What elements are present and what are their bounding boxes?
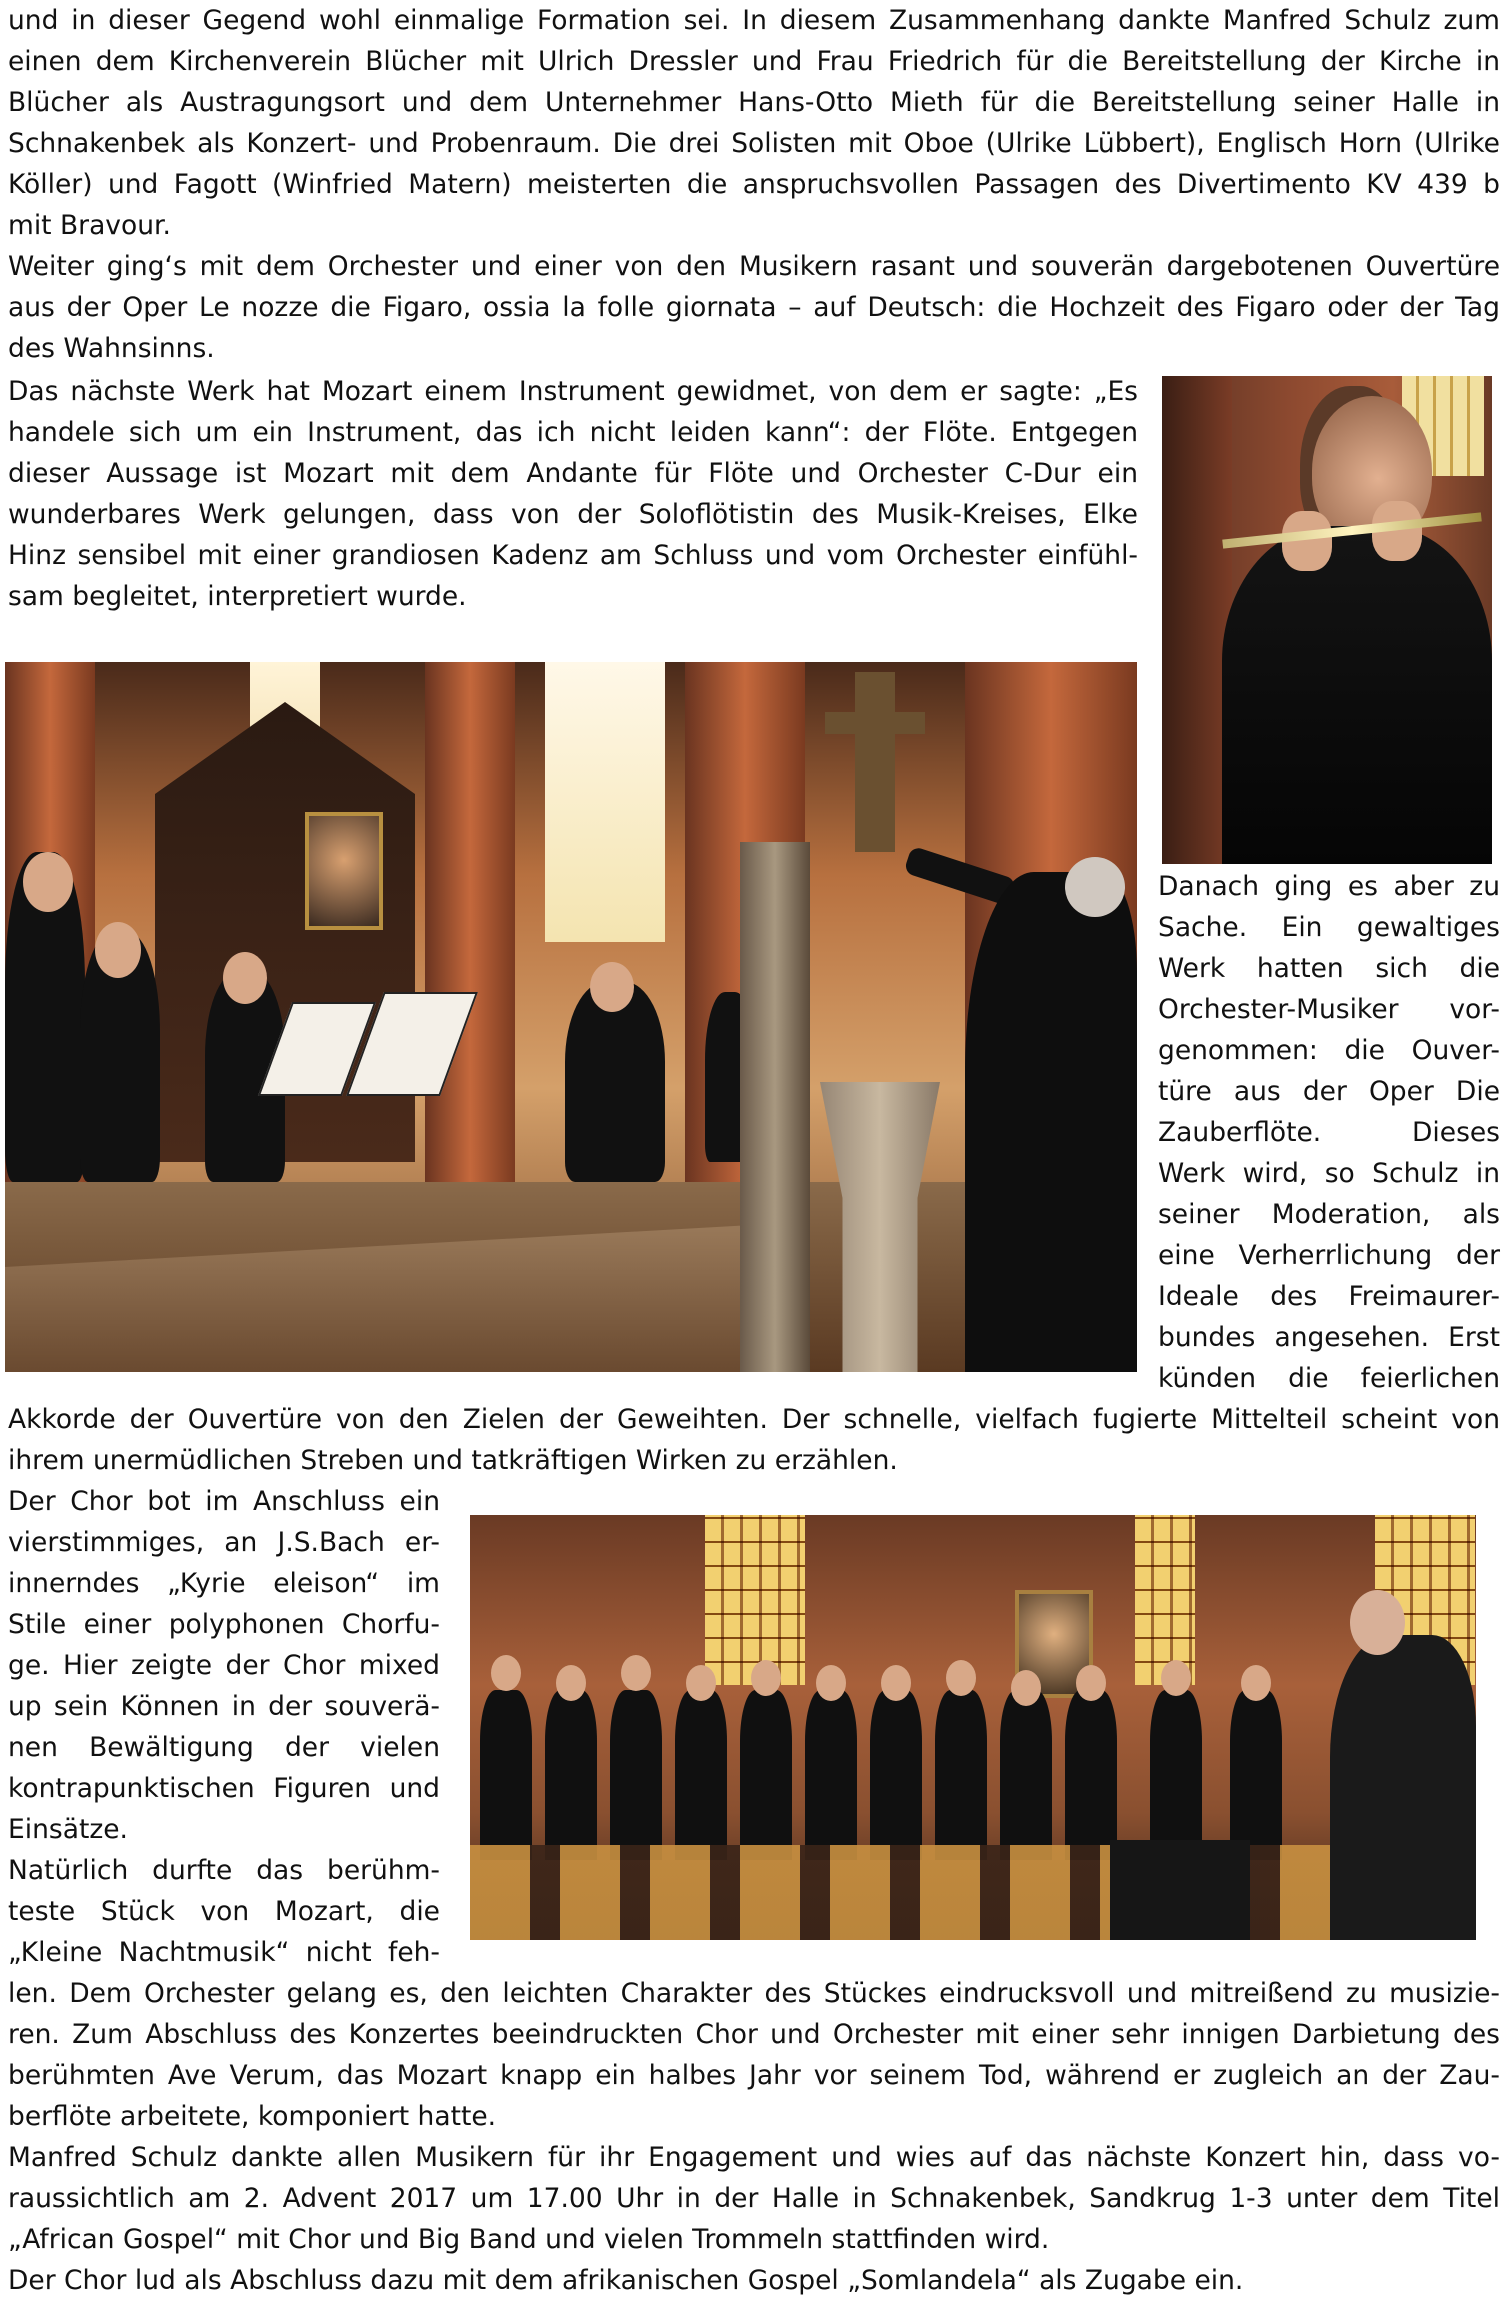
text-line: Danach ging es aber zu (1158, 871, 1500, 902)
text-line: berühmten Ave Verum, das Mozart knapp ein halbes Jahr vor seinem Tod, während er zugleich an der Zau- (8, 2060, 1500, 2091)
text-line: ge. Hier zeigte der Chor mixed (8, 1650, 440, 1681)
text-line: Stile einer polyphonen Chorfu- (8, 1609, 440, 1640)
text-line: berflöte arbeitete, komponiert hatte. (8, 2101, 497, 2132)
text-line: Sache. Ein gewaltiges (1158, 912, 1500, 943)
text-line: wunderbares Werk gelungen, dass von der Soloflötistin des Musik-Kreises, Elke (8, 499, 1138, 530)
text-line: ren. Zum Abschluss des Konzertes beeindruckten Chor und Orchester mit einer sehr innigen Darbietung des (8, 2019, 1500, 2050)
text-line: Köller) und Fagott (Winfried Matern) meisterten die anspruchsvollen Passagen des Divertimento KV 439 b (8, 169, 1500, 200)
text-line: Natürlich durfte das berühm- (8, 1855, 440, 1886)
text-line: len. Dem Orchester gelang es, den leichten Charakter des Stückes eindrucksvoll und mitreißend zu musizie- (8, 1978, 1500, 2009)
text-line: raussichtlich am 2. Advent 2017 um 17.00 Uhr in der Halle in Schnakenbek, Sandkrug 1-3 unter dem Titel (8, 2183, 1500, 2214)
text-line: Manfred Schulz dankte allen Musikern für ihr Engagement und wies auf das nächste Konzert hin, dass vo- (8, 2142, 1500, 2173)
text-line: bundes angesehen. Erst (1158, 1322, 1500, 1353)
choir-photo (470, 1515, 1476, 1940)
text-line: up sein Können in der souverä- (8, 1691, 440, 1722)
text-line: Werk hatten sich die (1158, 953, 1500, 984)
text-line: nen Bewältigung der vielen (8, 1732, 440, 1763)
text-line: Der Chor lud als Abschluss dazu mit dem afrikanischen Gospel „Somlandela“ als Zugabe ein. (8, 2265, 1244, 2296)
flute-soloist-photo (1162, 376, 1492, 864)
text-line: Ideale des Freimaurer- (1158, 1281, 1500, 1312)
text-line: Zauberflöte. Dieses (1158, 1117, 1500, 1148)
text-line: des Wahnsinns. (8, 333, 215, 364)
text-line: handele sich um ein Instrument, das ich nicht leiden kann“: der Flöte. Entgegen (8, 417, 1138, 448)
text-line: eine Verherrlichung der (1158, 1240, 1500, 1271)
text-line: Das nächste Werk hat Mozart einem Instrument gewidmet, von dem er sagte: „Es (8, 376, 1138, 407)
text-line: innerndes „Kyrie eleison“ im (8, 1568, 440, 1599)
text-line: Hinz sensibel mit einer grandiosen Kadenz am Schluss und vom Orchester einfühl- (8, 540, 1138, 571)
text-line: „African Gospel“ mit Chor und Big Band und vielen Trommeln stattfinden wird. (8, 2224, 1050, 2255)
text-line: türe aus der Oper Die (1158, 1076, 1500, 1107)
text-line: Schnakenbek als Konzert- und Probenraum. Die drei Solisten mit Oboe (Ulrike Lübbert), Englisch Horn (Ulrike (8, 128, 1500, 159)
text-line: einen dem Kirchenverein Blücher mit Ulrich Dressler und Frau Friedrich für die Bereitstellung der Kirche in (8, 46, 1500, 77)
text-line: Werk wird, so Schulz in (1158, 1158, 1500, 1189)
text-line: ihrem unermüdlichen Streben und tatkräftigen Wirken zu erzählen. (8, 1445, 898, 1476)
text-line: „Kleine Nachtmusik“ nicht feh- (8, 1937, 440, 1968)
text-line: aus der Oper Le nozze die Figaro, ossia la folle giornata – auf Deutsch: die Hochzeit des Figaro oder der Tag (8, 292, 1500, 323)
text-line: sam begleitet, interpretiert wurde. (8, 581, 467, 612)
text-line: künden die feierlichen (1158, 1363, 1500, 1394)
text-line: kontrapunktischen Figuren und (8, 1773, 440, 1804)
text-line: Orchester-Musiker vor- (1158, 994, 1500, 1025)
text-line: dieser Aussage ist Mozart mit dem Andante für Flöte und Orchester C-Dur ein (8, 458, 1138, 489)
text-line: teste Stück von Mozart, die (8, 1896, 440, 1927)
text-line: mit Bravour. (8, 210, 171, 241)
text-line: Akkorde der Ouvertüre von den Zielen der Geweihten. Der schnelle, vielfach fugierte Mittelteil scheint von (8, 1404, 1500, 1435)
orchestra-photo (5, 662, 1137, 1372)
text-line: genommen: die Ouver- (1158, 1035, 1500, 1066)
text-line: und in dieser Gegend wohl einmalige Formation sei. In diesem Zusammenhang dankte Manfred Schulz zum (8, 5, 1500, 36)
text-line: Blücher als Austragungsort und dem Unternehmer Hans-Otto Mieth für die Bereitstellung seiner Halle in (8, 87, 1500, 118)
text-line: Einsätze. (8, 1814, 128, 1845)
text-line: seiner Moderation, als (1158, 1199, 1500, 1230)
text-line: Weiter ging‘s mit dem Orchester und einer von den Musikern rasant und souverän dargebotenen Ouvertüre (8, 251, 1500, 282)
text-line: vierstimmiges, an J.S.Bach er- (8, 1527, 440, 1558)
text-line: Der Chor bot im Anschluss ein (8, 1486, 440, 1517)
